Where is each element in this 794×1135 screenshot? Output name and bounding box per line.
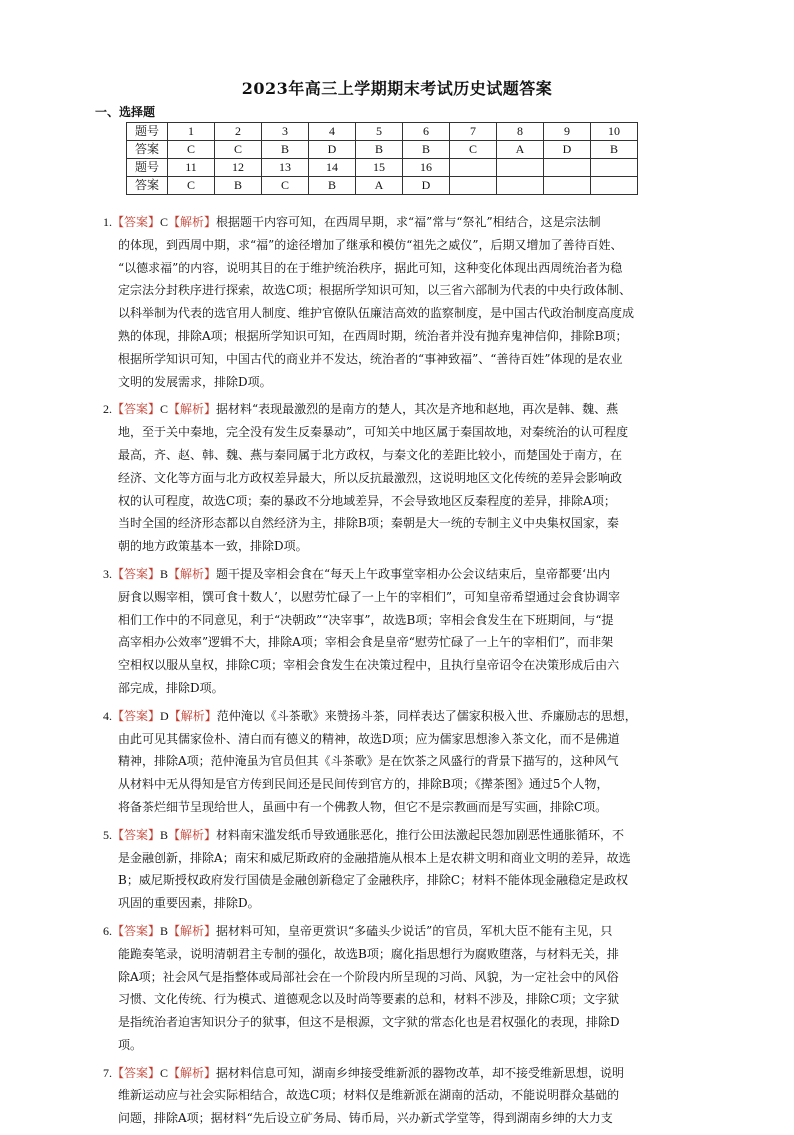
answer-cell <box>450 177 497 195</box>
explanation-text: “以德求福”的内容，说明其目的在于维护统治秩序，据此可知，这种变化体现出西周统治者为稳 <box>118 260 623 275</box>
answer-cell <box>497 177 544 195</box>
question-number: 4. <box>103 708 112 723</box>
answer-letter: C <box>160 1065 169 1080</box>
answer-cell <box>591 177 638 195</box>
answer-cell: B <box>215 177 262 195</box>
explanation-first-line <box>103 398 703 421</box>
question-number-cell <box>450 159 497 177</box>
question-number: 7. <box>103 1065 112 1080</box>
row-header: 答案 <box>127 141 168 159</box>
explanation-first-line <box>103 824 703 847</box>
explanation-item <box>103 1062 703 1130</box>
answer-cell: B <box>356 141 403 159</box>
answer-letter: D <box>160 708 169 723</box>
answer-cell: D <box>403 177 450 195</box>
answer-tag: 【答案】 <box>112 215 161 229</box>
question-number-cell: 3 <box>262 123 309 141</box>
explanation-text: 题干提及宰相会食在“每天上午政事堂宰相办公会议结束后，皇帝都要‘出内 <box>216 566 610 581</box>
explanation-text: 据材料信息可知，湖南乡绅接受维新派的器物改革，却不接受维新思想，说明 <box>216 1065 625 1080</box>
question-number: 3. <box>103 566 112 581</box>
explanation-text: 根据所学知识可知，中国古代的商业并不发达，统治者的“事神致福”、“善待百姓”体现的是农业 <box>118 351 623 366</box>
explanation-text: 据材料可知，皇帝更赏识“多磕头少说话”的官员，军机大臣不能有主见，只 <box>216 923 613 938</box>
explanation-text: 部完成，排除D项。 <box>118 680 224 695</box>
analysis-tag: 【解析】 <box>168 566 217 581</box>
explanation-text: 最高，齐、赵、韩、魏、燕与秦同属于北方政权，与秦文化的差距比较小，而楚国处于南方，在 <box>118 447 623 462</box>
explanation-first-line <box>103 920 703 943</box>
explanation-item <box>103 398 703 558</box>
answer-tag: 【答案】 <box>112 402 161 417</box>
question-number-cell: 4 <box>309 123 356 141</box>
question-number-cell: 7 <box>450 123 497 141</box>
explanation-text: 地，至于关中秦地，完全没有发生反秦暴动”，可知关中地区属于秦国故地，对秦统治的认可程度 <box>118 425 629 440</box>
answer-cell: C <box>450 141 497 159</box>
explanation-text: 巩固的重要因素，排除D。 <box>118 896 260 911</box>
question-number-cell: 10 <box>591 123 638 141</box>
explanation-item <box>103 920 703 1057</box>
answer-cell: B <box>309 177 356 195</box>
question-number-cell: 6 <box>403 123 450 141</box>
answer-cell: B <box>262 141 309 159</box>
answer-tag: 【答案】 <box>112 1065 161 1080</box>
row-header: 题号 <box>127 159 168 177</box>
answer-cell: C <box>168 141 215 159</box>
answer-cell: A <box>497 141 544 159</box>
answer-letter: B <box>160 923 169 938</box>
explanation-text: 的体现，到西周中期，求“福”的途径增加了继承和模仿“祖先之威仪”，后期又增加了善待百姓、 <box>118 237 623 252</box>
answer-cell: D <box>544 141 591 159</box>
explanation-text: 经济、文化等方面与北方政权差异最大，所以反抗最激烈，这说明地区文化传统的差异会影响政 <box>118 470 623 485</box>
answer-tag: 【答案】 <box>112 827 161 842</box>
question-number-cell: 13 <box>262 159 309 177</box>
table-row <box>127 159 638 177</box>
analysis-tag: 【解析】 <box>168 827 217 842</box>
question-number-cell: 9 <box>544 123 591 141</box>
question-number-cell: 12 <box>215 159 262 177</box>
explanation-item <box>103 563 703 700</box>
explanation-first-line <box>103 563 703 586</box>
answer-cell: C <box>215 141 262 159</box>
question-number-cell <box>497 159 544 177</box>
explanation-first-line <box>103 1062 703 1085</box>
explanation-first-line <box>103 211 703 234</box>
question-number-cell: 15 <box>356 159 403 177</box>
explanation-text: 材料南宋滥发纸币导致通胀恶化，推行公田法激起民怨加剧恶性通胀循环，不 <box>216 827 625 842</box>
explanation-text: 习惯、文化传统、行为模式、道德观念以及时尚等要素的总和，材料不涉及，排除C项；文字狱 <box>118 992 620 1007</box>
section-heading: 一、选择题 <box>95 105 156 119</box>
answer-letter: C <box>160 215 169 229</box>
explanation-text: 精神，排除A项；范仲淹虽为官员但其《斗茶歌》是在饮茶之风盛行的背景下描写的，这种风气 <box>118 754 619 769</box>
explanation-text: 从材料中无从得知是官方传到民间还是民间传到官方的，排除B项；《撵茶图》通过5个人物， <box>118 777 609 792</box>
answer-tag: 【答案】 <box>112 923 161 938</box>
question-number: 2. <box>103 402 112 417</box>
row-header: 题号 <box>127 123 168 141</box>
explanation-text: 熟的体现，排除A项；根据所学知识可知，在西周时期，统治者并没有抛弃鬼神信仰，排除B项； <box>118 328 628 343</box>
explanation-text: 将备茶烂细节呈现给世人，虽画中有一个佛教人物，但它不是宗教画而是写实画，排除C项。 <box>118 799 608 814</box>
explanation-text: 除A项；社会风气是指整体或局部社会在一个阶段内所呈现的习尚、风貌，为一定社会中的风俗 <box>118 969 619 984</box>
answer-letter: B <box>160 827 169 842</box>
analysis-tag: 【解析】 <box>168 215 217 229</box>
answer-cell <box>544 177 591 195</box>
answer-cell: C <box>262 177 309 195</box>
explanation-text: 范仲淹以《斗茶歌》来赞扬斗茶，同样表达了儒家积极入世、乔廉励志的思想， <box>216 708 637 723</box>
explanation-item <box>103 211 703 393</box>
explanation-text: 相们工作中的不同意见，利于“决朝政”“决宰事”，故选B项；宰相会食发生在下班期间，与“提 <box>118 612 614 627</box>
explanation-text: 朝的地方政策基本一致，排除D项。 <box>118 539 308 554</box>
answer-cell: B <box>591 141 638 159</box>
table-row <box>127 141 638 159</box>
analysis-tag: 【解析】 <box>168 402 217 417</box>
explanation-text: 以科举制为代表的选官用人制度、维护官僚队伍廉洁高效的监察制度，是中国古代政治制度高度成 <box>118 306 635 321</box>
question-number-cell <box>544 159 591 177</box>
answer-cell: C <box>168 177 215 195</box>
explanation-text: 由此可见其儒家俭朴、清白而有德义的精神，故选D项；应为儒家思想渗入茶文化，而不是佛道 <box>118 731 620 746</box>
answer-letter: C <box>160 402 169 417</box>
explanation-text: 项。 <box>118 1037 143 1052</box>
explanation-text: 空相权以服从皇权，排除C项；宰相会食发生在决策过程中，且执行皇帝诏令在决策形成后由六 <box>118 658 620 673</box>
explanation-text: 维新运动应与社会实际相结合，故选C项；材料仅是维新派在湖南的活动，不能说明群众基础的 <box>118 1088 620 1103</box>
analysis-tag: 【解析】 <box>168 1065 217 1080</box>
explanation-text: 能跪奏笔录，说明清朝君主专制的强化，故选B项；腐化指思想行为腐败堕落，与材料无关，排 <box>118 946 619 961</box>
explanation-text: 是指统治者迫害知识分子的狱事，但这不是根源，文字狱的常态化也是君权强化的表现，排除D <box>118 1015 620 1030</box>
table-row <box>127 177 638 195</box>
question-number: 5. <box>103 827 112 842</box>
answer-cell: D <box>309 141 356 159</box>
question-number-cell <box>591 159 638 177</box>
row-header: 答案 <box>127 177 168 195</box>
answer-letter: B <box>160 566 169 581</box>
answer-cell: B <box>403 141 450 159</box>
explanation-text: 据材料“表现最激烈的是南方的楚人，其次是齐地和赵地，再次是韩、魏、燕 <box>216 402 619 417</box>
explanation-text: B；威尼斯授权政府发行国债是金融创新稳定了金融秩序，排除C；材料不能体现金融稳定是政权 <box>118 873 629 888</box>
question-number-cell: 5 <box>356 123 403 141</box>
table-row <box>127 123 638 141</box>
question-number-cell: 14 <box>309 159 356 177</box>
question-number-cell: 16 <box>403 159 450 177</box>
analysis-tag: 【解析】 <box>168 923 217 938</box>
explanation-text: 文明的发展需求，排除D项。 <box>118 374 272 389</box>
answer-table <box>126 122 638 195</box>
explanation-text: 当时全国的经济形态都以自然经济为主，排除B项；秦朝是大一统的专制主义中央集权国家，秦 <box>118 516 619 531</box>
explanation-text: 是金融创新，排除A；南宋和威尼斯政府的金融措施从根本上是农耕文明和商业文明的差异，故选 <box>118 850 631 865</box>
explanation-text: 厨食以赐宰相，馔可食十数人’，以慰劳忙碌了一上午的宰相们”，可知皇帝希望通过会食协调宰 <box>118 589 620 604</box>
question-number-cell: 2 <box>215 123 262 141</box>
question-number-cell: 1 <box>168 123 215 141</box>
page-title: 2023年高三上学期期末考试历史试题答案 <box>241 79 553 98</box>
question-number: 1. <box>103 215 112 229</box>
explanation-text: 根据题干内容可知，在西周早期，求“福”常与“祭礼”相结合，这是宗法制 <box>216 215 601 229</box>
explanations <box>103 211 703 1135</box>
explanation-text: 问题，排除A项；据材料“先后设立矿务局、铸币局，兴办新式学堂等，得到湖南乡绅的大力支 <box>118 1111 613 1126</box>
analysis-tag: 【解析】 <box>168 708 217 723</box>
answer-tag: 【答案】 <box>112 566 161 581</box>
explanation-text: 高宰相办公效率”逻辑不大，排除A项；宰相会食是皇帝“慰劳忙碌了一上午的宰相们”，而非架 <box>118 635 614 650</box>
answer-cell: A <box>356 177 403 195</box>
answer-tag: 【答案】 <box>112 708 161 723</box>
explanation-first-line <box>103 705 703 728</box>
explanation-item <box>103 824 703 915</box>
question-number-cell: 8 <box>497 123 544 141</box>
explanation-item <box>103 705 703 819</box>
explanation-text: 定宗法分封秩序进行探索，故选C项；根据所学知识可知，以三省六部制为代表的中央行政体制、 <box>118 283 632 298</box>
question-number: 6. <box>103 923 112 938</box>
question-number-cell: 11 <box>168 159 215 177</box>
explanation-text: 权的认可程度，故选C项；秦的暴政不分地域差异，不会导致地区反秦程度的差异，排除A项； <box>118 493 616 508</box>
